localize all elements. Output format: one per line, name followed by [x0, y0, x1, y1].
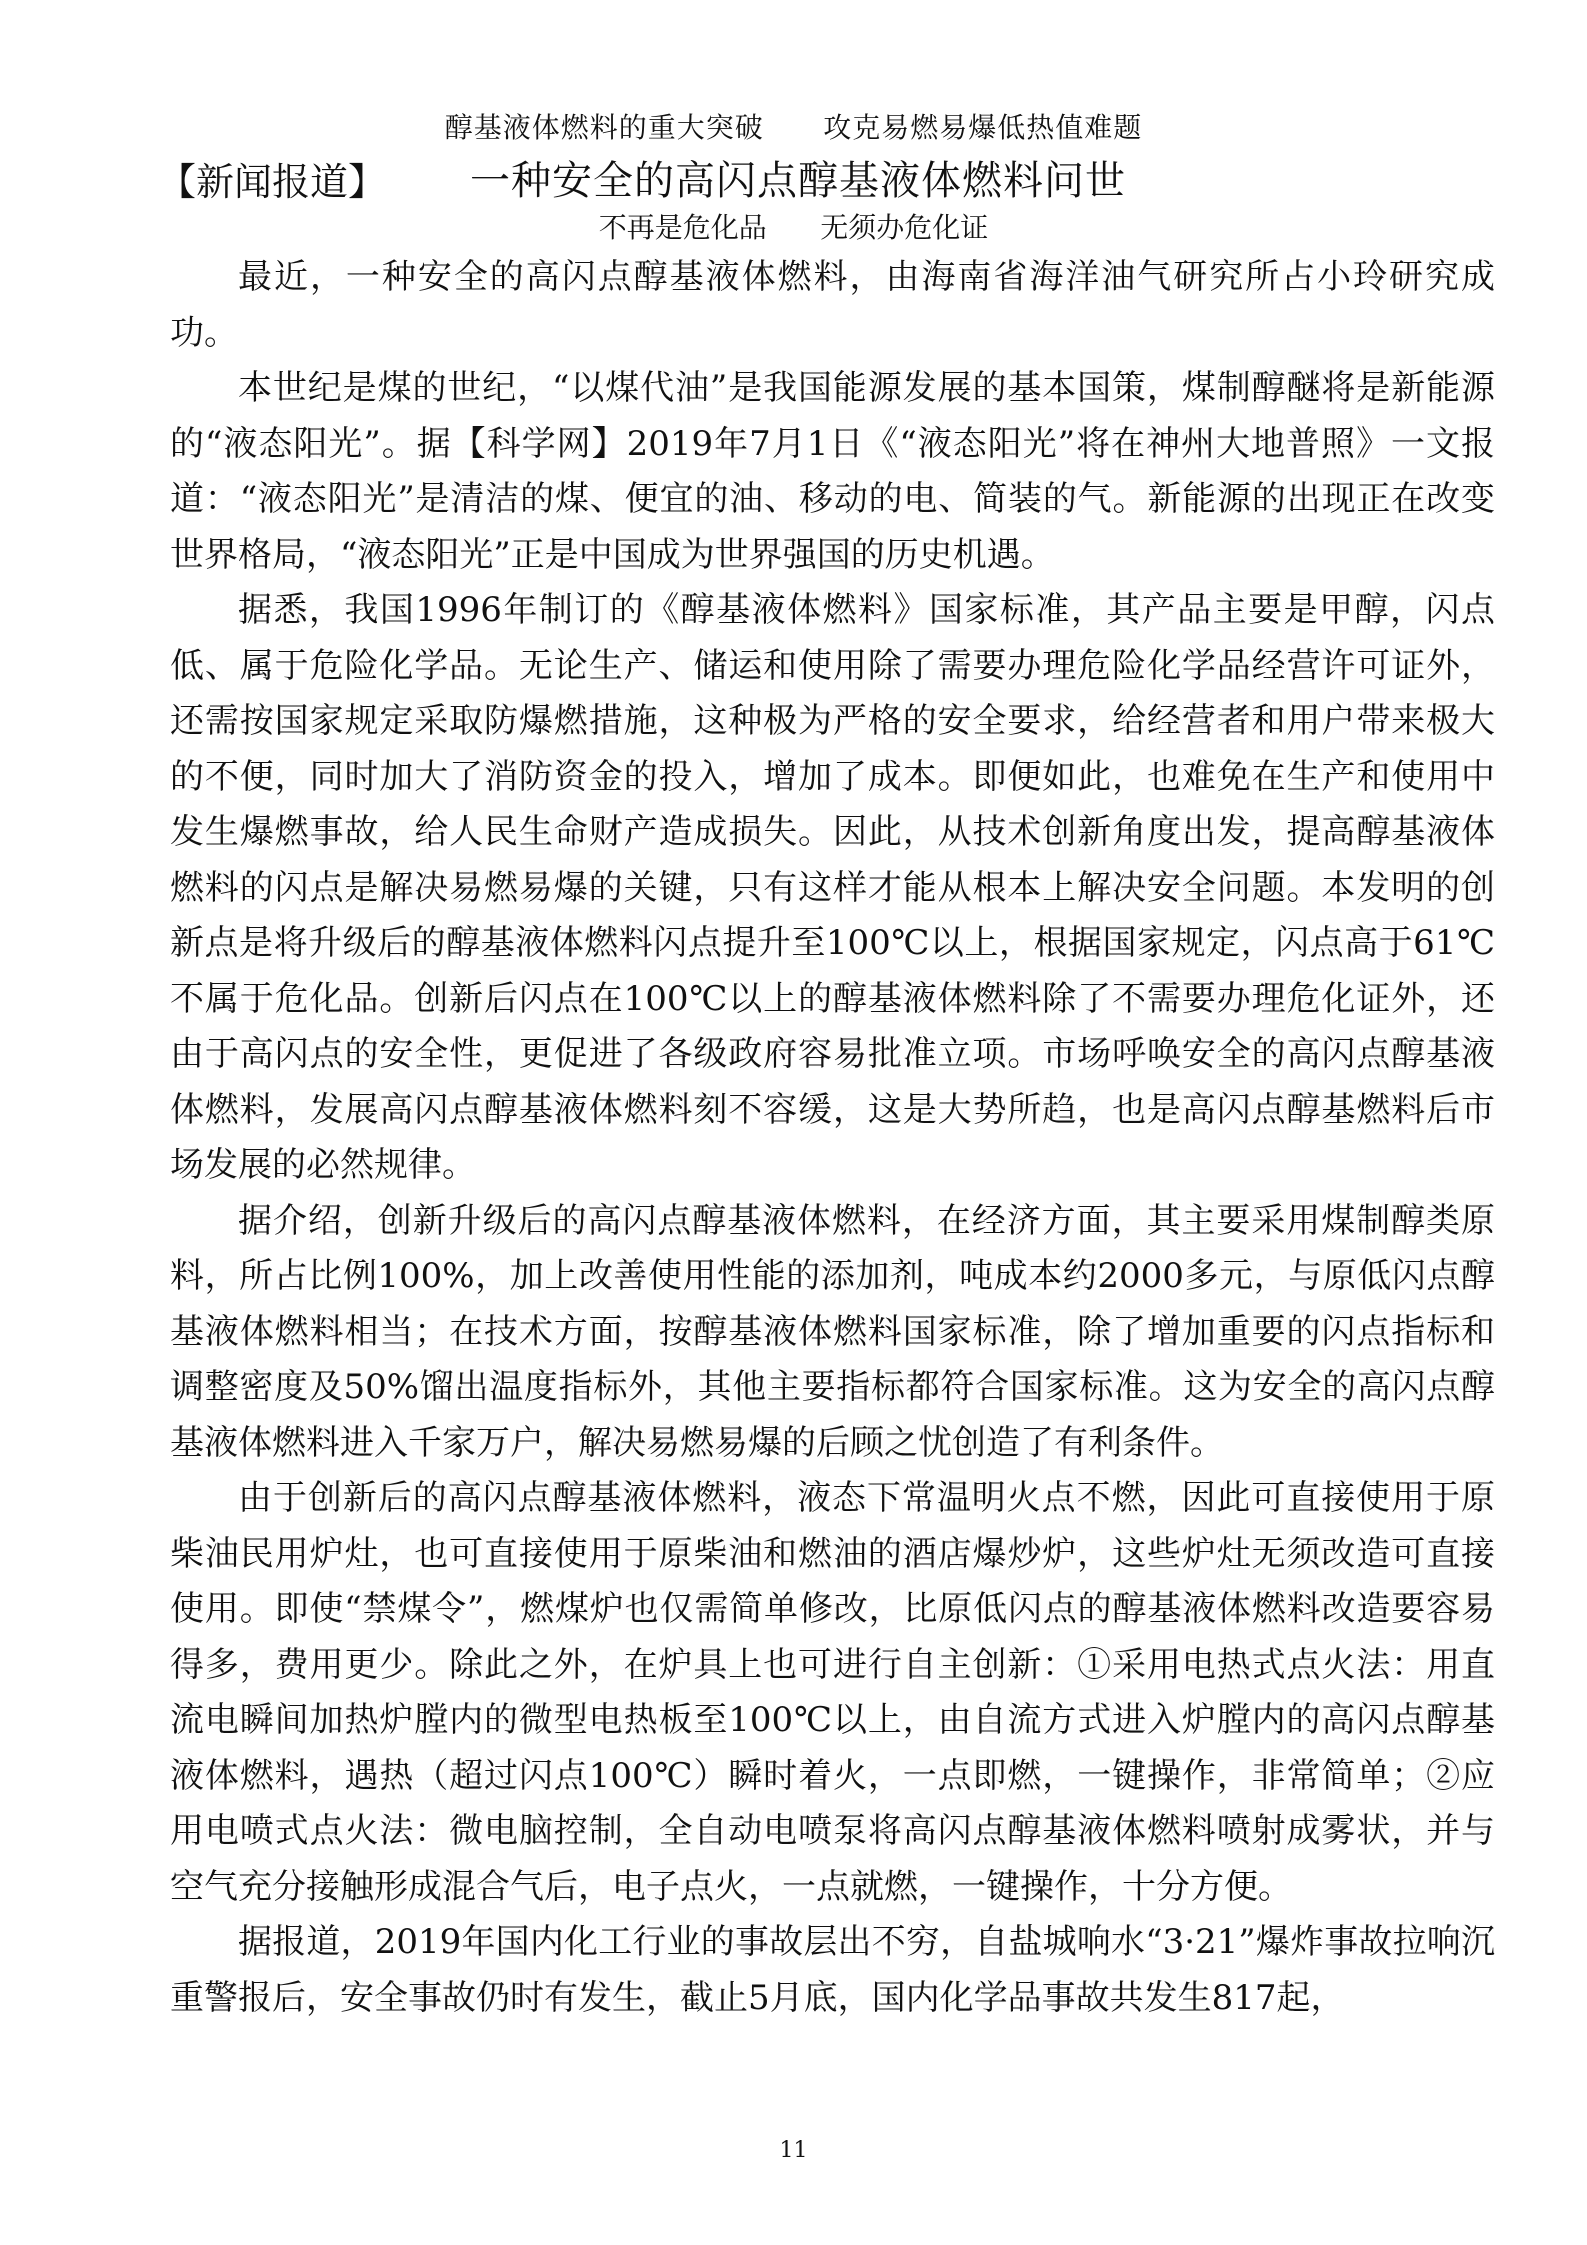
paragraph: 最近，一种安全的高闪点醇基液体燃料，由海南省海洋油气研究所占小玲研究成功。 [170, 257, 1495, 353]
paragraph: 据介绍，创新升级后的高闪点醇基液体燃料，在经济方面，其主要采用煤制醇类原料，所占比例100%，加上改善使用性能的添加剂，吨成本约2000多元，与原低闪点醇基液体燃料相当；在技术方面，按醇基液体燃料国家标准，除了增加重要的闪点指标和调整密度及50%馏出温度指标外，其他主要指标都符合国家标准。这为安全的高闪点醇基液体燃料进入千家万户，解决易燃易爆的后顾之忧创造了有利条件。 [170, 1200, 1495, 1463]
section-tag: 【新闻报道】 [158, 160, 387, 204]
paragraph: 据悉，我国1996年制订的《醇基液体燃料》国家标准，其产品主要是甲醇，闪点低、属于危险化学品。无论生产、储运和使用除了需要办理危险化学品经营许可证外，还需按国家规定采取防爆燃措施，这种极为严格的安全要求，给经营者和用户带来极大的不便，同时加大了消防资金的投入，增加了成本。即便如此，也难免在生产和使用中发生爆燃事故，给人民生命财产造成损失。因此，从技术创新角度出发，提高醇基液体燃料的闪点是解决易燃易爆的关键，只有这样才能从根本上解决安全问题。本发明的创新点是将升级后的醇基液体燃料闪点提升至100℃以上，根据国家规定，闪点高于61℃不属于危化品。创新后闪点在100℃以上的醇基液体燃料除了不需要办理危化证外，还由于高闪点的安全性，更促进了各级政府容易批准立项。市场呼唤安全的高闪点醇基液体燃料，发展高闪点醇基液体燃料刻不容缓，这是大势所趋，也是高闪点醇基燃料后市场发展的必然规律。 [170, 590, 1495, 1185]
paragraph: 本世纪是煤的世纪，“以煤代油”是我国能源发展的基本国策，煤制醇醚将是新能源的“液态阳光”。据【科学网】2019年7月1日《“液态阳光”将在神州大地普照》一文报道：“液态阳光”是清洁的煤、便宜的油、移动的电、简装的气。新能源的出现正在改变世界格局，“液态阳光”正是中国成为世界强国的历史机遇。 [170, 368, 1495, 575]
article-deck: 不再是危化品 无须办危化证 [598, 211, 989, 244]
article-body [170, 250, 1495, 2026]
article-kicker: 醇基液体燃料的重大突破 攻克易燃易爆低热值难题 [444, 111, 1143, 144]
page-number: 11 [779, 2138, 808, 2163]
paragraph: 据报道，2019年国内化工行业的事故层出不穷，自盐城响水“3·21”爆炸事故拉响沉重警报后，安全事故仍时有发生，截止5月底，国内化学品事故共发生817起， [170, 1922, 1495, 2018]
paragraph: 由于创新后的高闪点醇基液体燃料，液态下常温明火点不燃，因此可直接使用于原柴油民用炉灶，也可直接使用于原柴油和燃油的酒店爆炒炉，这些炉灶无须改造可直接使用。即使“禁煤令”，燃煤炉也仅需简单修改，比原低闪点的醇基液体燃料改造要容易得多，费用更少。除此之外，在炉具上也可进行自主创新：①采用电热式点火法：用直流电瞬间加热炉膛内的微型电热板至100℃以上，由自流方式进入炉膛内的高闪点醇基液体燃料，遇热（超过闪点100℃）瞬时着火，一点即燃，一键操作，非常简单；②应用电喷式点火法：微电脑控制，全自动电喷泵将高闪点醇基液体燃料喷射成雾状，并与空气充分接触形成混合气后，电子点火，一点就燃，一键操作，十分方便。 [170, 1478, 1495, 1907]
article-headline: 一种安全的高闪点醇基液体燃料问世 [470, 158, 1126, 204]
